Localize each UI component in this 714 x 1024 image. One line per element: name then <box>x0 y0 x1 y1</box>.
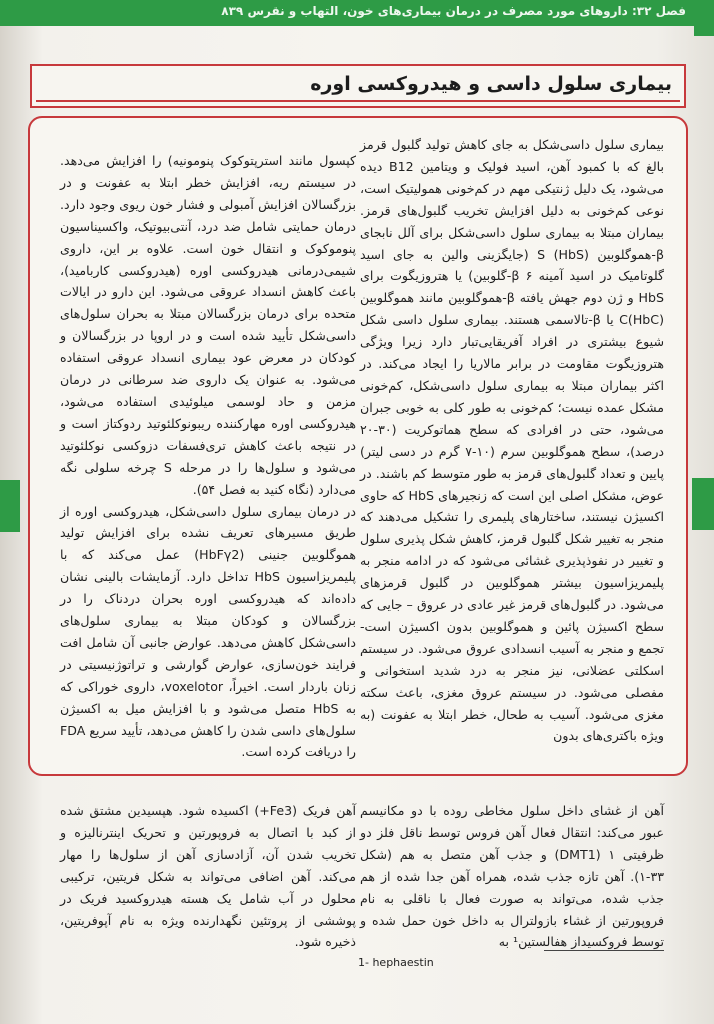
box-right-column <box>360 134 664 747</box>
body-right-paragraph: آهن از غشای داخل سلول مخاطی روده با دو مکانیسم عبور می‌کند: انتقال فعال آهن فروس توسط ناقل فلز دو ظرفیتی ۱ (DMT1) و جذب آهن متصل به هم (شکل ۳۳-۱). آهن تازه جذب شده، همراه آهن جدا شده از هم جذب شده، می‌تواند به صورت فعال با ناقلی به نام فروپورتین از غشاء بازولترال به داخل خون حمل شده و توسط فروکسیداز هفالستین¹ به <box>360 803 665 950</box>
box-left-paragraph-2: در درمان بیماری سلول داسی‌شکل، هیدروکسی اوره از طریق مسیرهای تعریف نشده برای افزایش تولید هموگلوبین جنینی (HbFγ2) عمل می‌کند که با پلیمریزاسیون HbS تداخل دارد. آزمایشات بالینی نشان داده‌اند که هیدروکسی اوره بحران دردناک را در بزرگسالان و کودکان مبتلا به بیماری سلول‌های داسی‌شکل کاهش می‌دهد. عوارض جانبی آن شامل افت فرایند خون‌سازی، عوارض گوارشی و تراتوژنیسیتی در زنان باردار است. اخیراً، voxelotor، داروی خوراکی که به HbS متصل می‌شود و با افزایش میل به اکسیژن سلول‌های داسی شدن را کاهش می‌دهد، تأیید سریع FDA را دریافت کرده است. <box>60 503 357 760</box>
section-title: بیماری سلول داسی و هیدروکسی اوره <box>310 73 672 95</box>
running-head-text: فصل ۳۲: داروهای مورد مصرف در درمان بیماری‌های خون، التهاب و نقرس <box>247 4 686 18</box>
box-left-paragraph-1: کپسول مانند استرپتوکوک پنومونیه) را افزایش می‌دهد. در سیستم ریه، افزایش خطر ابتلا به عفونت و در بزرگسالان افزایش آمبولی و فشار خون ریوی وجود دارد. درمان حمایتی شامل ضد درد، آنتی‌بیوتیک، واکسیناسیون پنوموکوک و انتقال خون است. علاوه بر این، داروی شیمی‌درمانی هیدروکسی اوره (هیدروکسی کاربامید)، باعث کاهش انسداد عروقی می‌شود. این دارو در ایالات متحده برای درمان بزرگسالان مبتلا به بحران سلول‌های داسی‌شکل تأیید شده است و در اروپا در بزرگسالان و کودکان در معرض عود بیماری انسداد عروقی استفاده می‌شود. به عنوان یک داروی ضد سرطانی در درمان مزمن و حاد لوسمی میلوئیدی استفاده می‌شود، هیدروکسی اوره مهارکننده ریبونوکلئوتید ردوکتاز است و در نتیجه باعث کاهش تری‌فسفات دزوکسی نوکلئوتید می‌شود و سلول‌ها را در مرحله S چرخه سلولی نگه می‌دارد (نگاه کنید به فصل ۵۴). <box>60 153 356 497</box>
box-left-column <box>60 150 356 763</box>
box-right-paragraph: بیماری سلول داسی‌شکل به جای کاهش تولید گلبول قرمز بالغ که با کمبود آهن، اسید فولیک و ویتامین B12 دیده می‌شود، یک دلیل ژنتیکی مهم در کم‌خونی همولیتیک است، نوعی کم‌خونی به دلیل افزایش تخریب گلبول‌های قرمز. بیماران مبتلا به بیماری سلول داسی‌شکل برای آلل نابجای β-هموگلوبین S (HbS) (جایگزینی والین به جای اسید گلوتامیک در اسید آمینه ۶ β-گلوبین) یا هتروزیگوت برای HbS و ژن دوم جهش یافته β-هموگلوبین مانند هموگلوبین C(HbC) یا β-تالاسمی هستند. بیماری سلول داسی شکل شیوع بیشتری در افراد آفریقایی‌تبار دارد زیرا ویژگی هتروزیگوت مقاومت در برابر مالاریا را ایجاد می‌کند. در اکثر بیماران مبتلا به بیماری سلول داسی‌شکل، کم‌خونی مشکل عمده نیست؛ کم‌خونی به طور کلی به خوبی جبران می‌شود، حتی در افرادی که سطح هماتوکریت (۳۰-۲۰ درصد)، سطح هموگلوبین سرم (۱۰-۷ گرم در دسی لیتر) پایین و تعداد گلبول‌های قرمز به طور متوسط کم باشند. در عوض، مشکل اصلی این است که زنجیرهای HbS که حاوی اکسیژن نیستند، ساختارهای پلیمری را تشکیل می‌دهند که منجر به تغییر شکل گلبول قرمز، کاهش شکل پذیری سلول و تغییر در نفوذپذیری غشائی می‌شود که در ادامه منجر به پلیمریزاسیون بیشتر هموگلوبین در گلبول قرمزهای می‌شود. در گلبول‌های قرمز غیر عادی در عروق – جایی که سطح اکسیژن پائین و هموگلوبین بدون اکسیژن است- تجمع و منجر به آسیب انسدادی عروق می‌شود. در سیستم اسکلتی عضلانی، نیز منجر به درد شدید استخوانی و مفصلی می‌شود. در سیستم عروق مغزی، باعث سکته مغزی می‌شود. آسیب به طحال، خطر ابتلا به عفونت (به ویژه باکتری‌های بدون <box>360 137 665 744</box>
running-head <box>20 4 686 24</box>
title-underline <box>36 100 680 102</box>
chapter-tab-left <box>0 480 20 532</box>
footnote: 1- hephaestin <box>358 956 434 969</box>
body-right-column <box>360 800 664 953</box>
body-left-paragraph: آهن فریک (Fe3+) اکسیده شود. هپسیدین مشتق شده از کبد با اتصال به فروپورتین و تحریک اینترنالیزه و تخریب شدن آن، آزادسازی آهن از سلول‌ها را مهار می‌کند. آهن اضافی می‌تواند به شکل فریتین، ترکیبی محلول در آب شامل یک هسته هیدروکسید فریک در پوششی از پروتئین نگهدارنده ویژه به نام آپوفریتین، ذخیره شود. <box>60 803 356 950</box>
page-number: ۸۳۹ <box>221 4 244 18</box>
section-title-box <box>30 64 686 108</box>
header-corner-tab <box>694 0 714 36</box>
footnote-rule <box>544 950 664 951</box>
body-left-column <box>60 800 356 953</box>
chapter-tab-right <box>692 478 714 530</box>
